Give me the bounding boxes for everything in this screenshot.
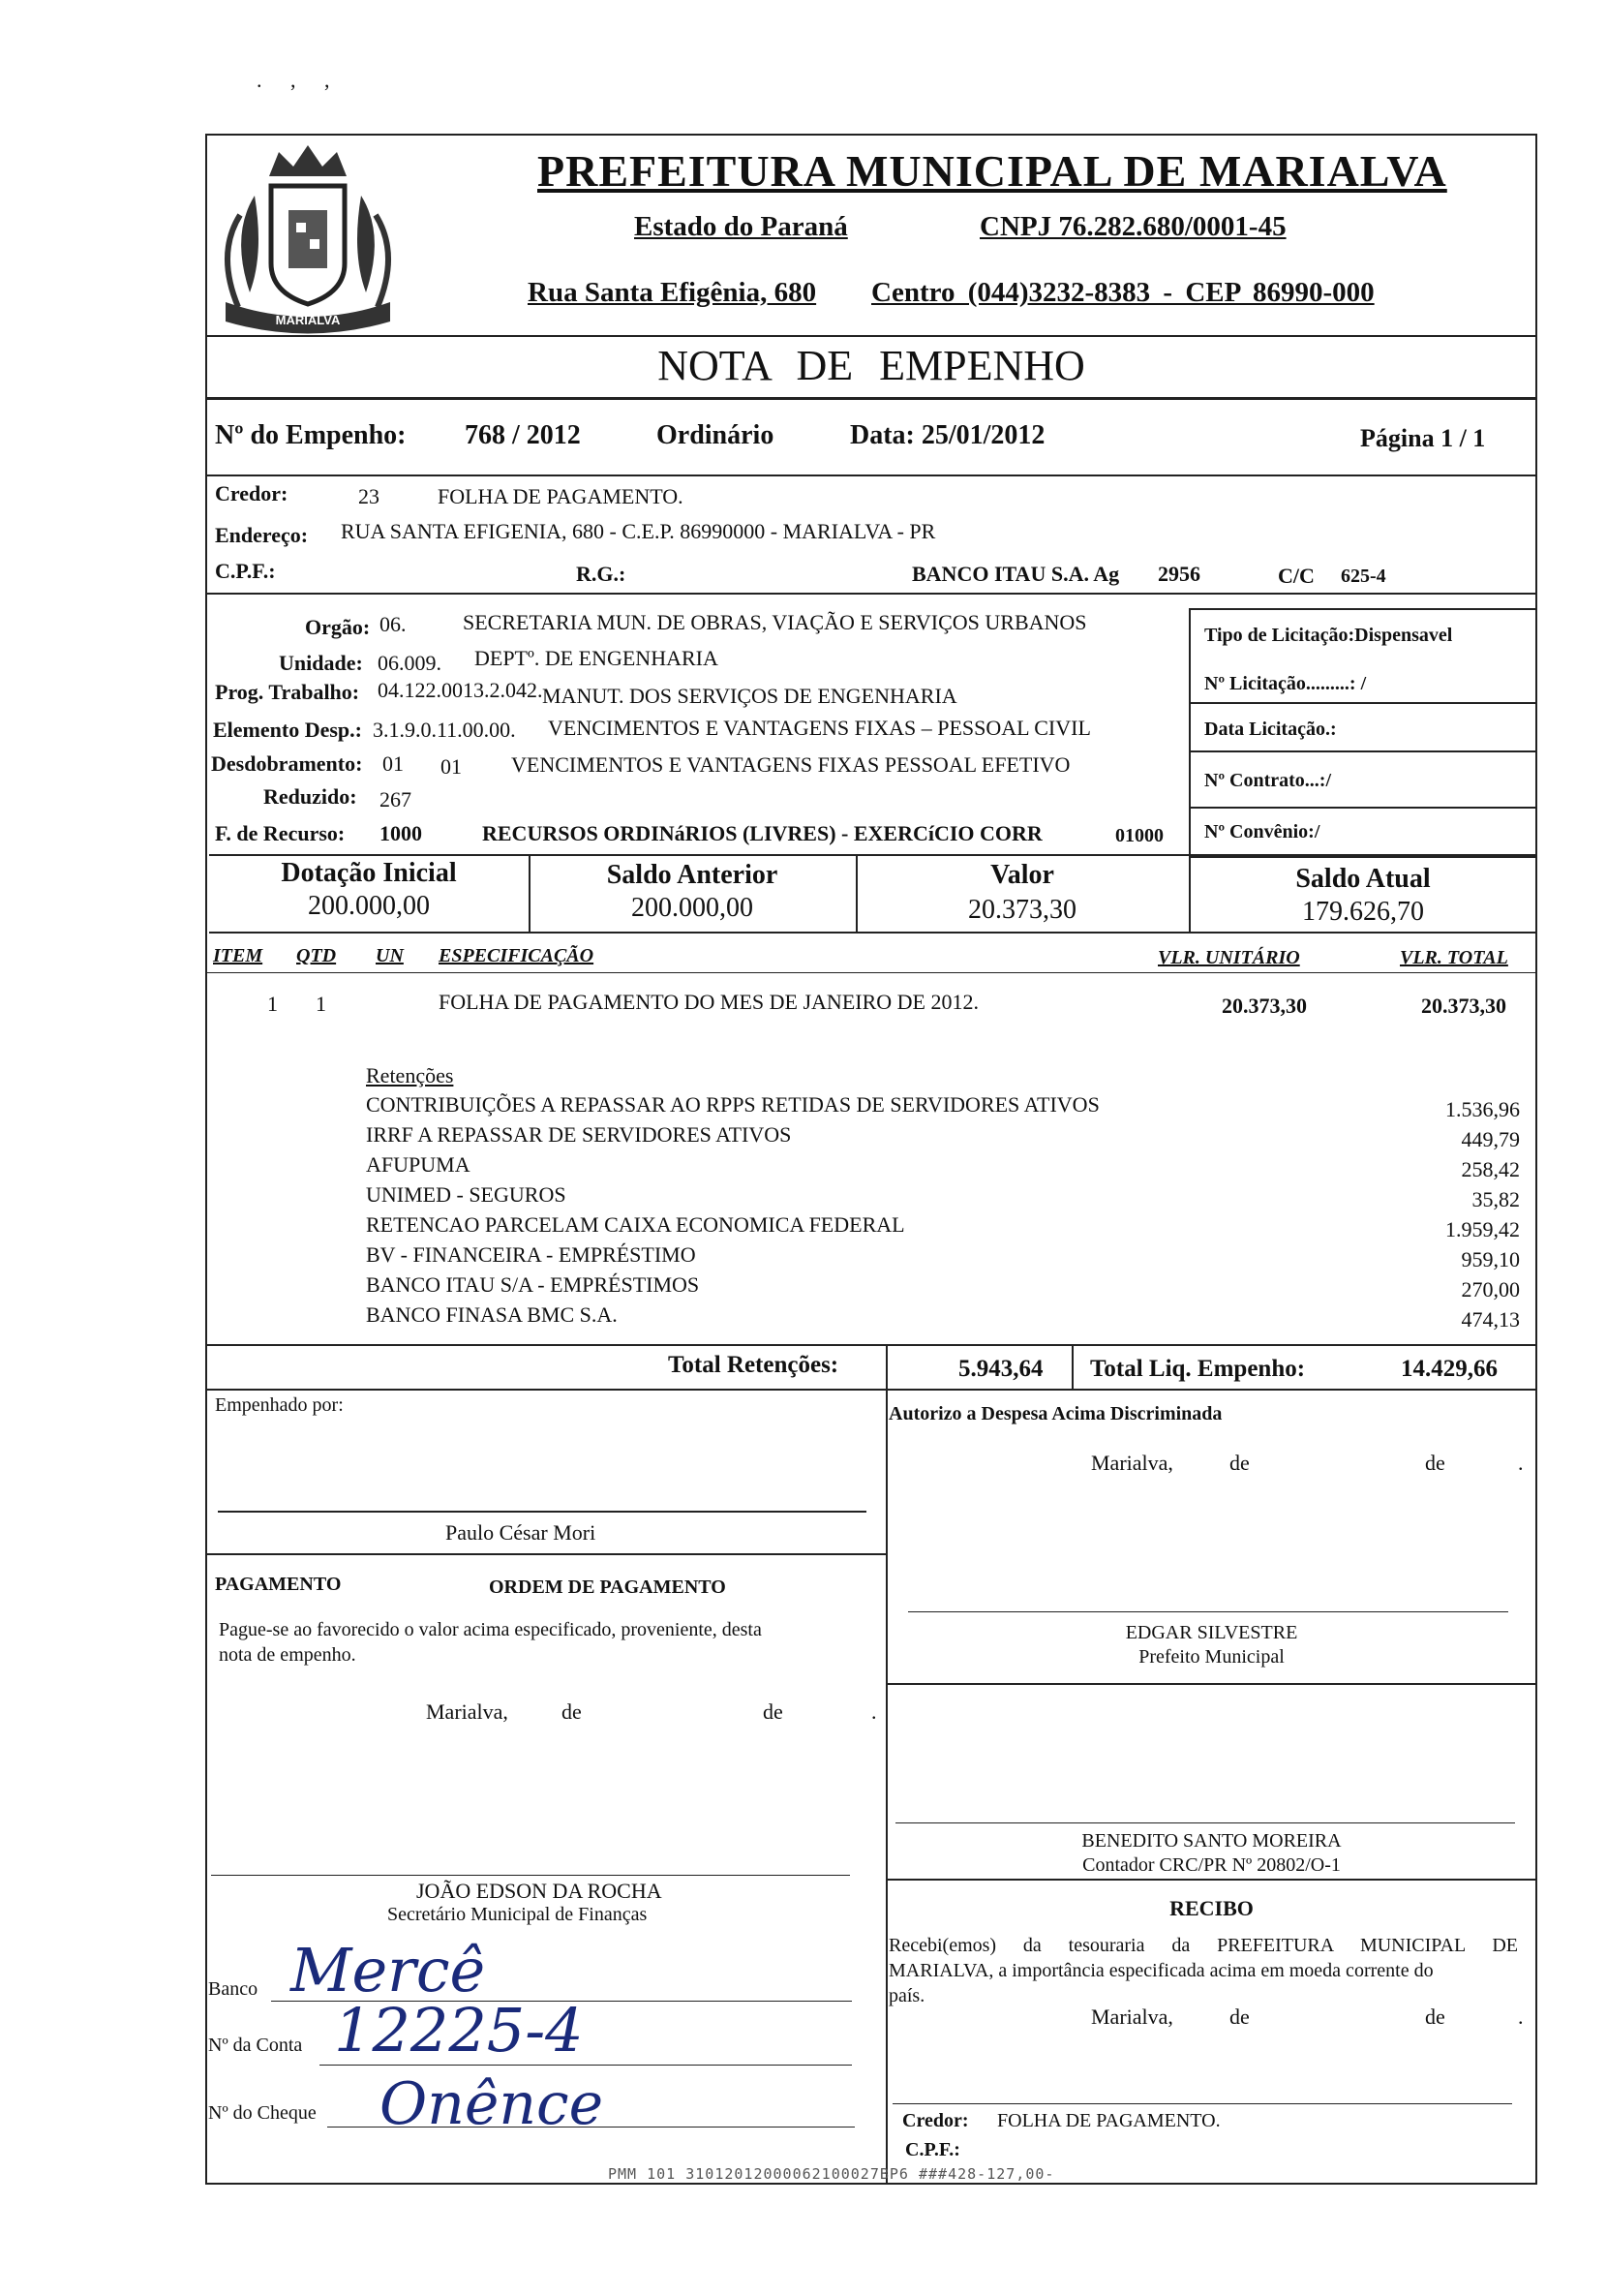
reduzido-value: 267 [379,787,411,811]
state-label: Estado do Paraná [634,211,848,242]
empenhado-por-label: Empenhado por: [215,1394,344,1416]
place-label: Marialva, [1091,2005,1173,2029]
retencao-desc: CONTRIBUIÇÕES A REPASSAR AO RPPS RETIDAS DE SERVIDORES ATIVOS [366,1092,1100,1117]
data-licitacao: Data Licitação.: [1204,719,1337,740]
divider [886,1344,888,1389]
divider [205,1553,886,1555]
orgao-name: SECRETARIA MUN. DE OBRAS, VIAÇÃO E SERVIÇOS URBANOS [463,610,1087,634]
cc-label: C/C [1278,564,1315,588]
banco-handwritten: Mercê [290,1935,486,2005]
recurso-code: 1000 [379,821,422,845]
n-licitacao: Nº Licitação.........: / [1204,673,1367,694]
divider [1072,1344,1074,1389]
retencao-desc: BV - FINANCEIRA - EMPRÉSTIMO [366,1242,696,1267]
desdobramento-a: 01 [382,751,404,776]
date-de-2: de [1425,2005,1445,2029]
cheque-line [327,2127,855,2128]
date-de-1: de [561,1699,582,1724]
agency-value: 2956 [1158,562,1200,586]
elemento-code: 3.1.9.0.11.00.00. [373,718,516,742]
retencao-desc: AFUPUMA [366,1152,470,1177]
retencoes-title: Retenções [366,1063,454,1087]
item-unit: 20.373,30 [1222,994,1307,1018]
municipal-seal-icon [211,138,405,341]
retencao-value: 1.536,96 [1445,1097,1520,1121]
saldo-atual-value: 179.626,70 [1302,897,1424,927]
valor-label: Valor [990,860,1054,890]
valor-value: 20.373,30 [968,895,1076,925]
cpf-label: C.P.F.: [215,559,276,583]
date-de-1: de [1229,2005,1250,2029]
cheque-label: Nº do Cheque [208,2102,317,2124]
item-number: 1 [267,992,278,1016]
accountant-role: Contador CRC/PR Nº 20802/O-1 [1082,1854,1341,1876]
divider [886,1879,1537,1881]
place-label: Marialva, [426,1699,508,1724]
pague-text-1: Pague-se ao favorecido o valor acima especificado, proveniente, desta [219,1619,762,1640]
place-label: Marialva, [1091,1451,1173,1475]
col-qtd: QTD [296,945,337,966]
n-convenio: Nº Convênio:/ [1204,821,1320,842]
endereco-value: RUA SANTA EFIGENIA, 680 - C.E.P. 86990000 - MARIALVA - PR [341,519,936,543]
orgao-label: Orgão: [305,615,371,639]
col-un: UN [376,945,404,966]
retencao-value: 35,82 [1471,1187,1520,1211]
retencao-desc: UNIMED - SEGUROS [366,1182,566,1207]
recibo-cpf-label: C.P.F.: [905,2139,960,2160]
divider [205,335,1537,337]
empenho-date: Data: 25/01/2012 [850,420,1046,450]
mayor-role: Prefeito Municipal [1138,1646,1285,1668]
divider [205,1344,1537,1346]
retencao-desc: BANCO FINASA BMC S.A. [366,1302,618,1327]
signature-line [908,1611,1508,1612]
mayor-name: EDGAR SILVESTRE [1125,1622,1298,1643]
conta-label: Nº da Conta [208,2035,303,2056]
recibo-credor-label: Credor: [902,2110,969,2131]
recibo-text-1: Recebi(emos) da tesouraria da PREFEITURA MUNICIPAL DE [889,1935,1518,1956]
elemento-label: Elemento Desp.: [213,718,362,742]
signature-line [211,1875,850,1876]
page-title: PREFEITURA MUNICIPAL DE MARIALVA [537,146,1447,196]
saldo-atual-label: Saldo Atual [1295,864,1431,894]
bank-label: BANCO ITAU S.A. Ag [912,562,1120,586]
recibo-credor-name: FOLHA DE PAGAMENTO. [997,2110,1221,2131]
divider [886,1683,1537,1685]
divider [1189,750,1537,752]
conta-handwritten: 12225-4 [334,1995,584,2066]
pagamento-label: PAGAMENTO [215,1574,342,1595]
saldo-anterior-value: 200.000,00 [631,893,753,923]
n-contrato: Nº Contrato...:/ [1204,770,1332,791]
credor-label: Credor: [215,481,288,505]
signature-line [893,2103,1512,2104]
pague-text-2: nota de empenho. [219,1644,356,1666]
retencao-desc: BANCO ITAU S/A - EMPRÉSTIMOS [366,1272,700,1297]
cc-value: 625-4 [1341,566,1386,587]
cnpj-label: CNPJ 76.282.680/0001-45 [980,211,1287,242]
secretary-name: JOÃO EDSON DA ROCHA [416,1879,662,1903]
divider [1189,807,1537,809]
date-de-2: de [763,1699,783,1724]
date-dot: . [1518,2005,1524,2029]
reduzido-label: Reduzido: [263,784,357,809]
unidade-code: 06.009. [378,651,441,675]
dotacao-label: Dotação Inicial [281,858,457,888]
recurso-num: 01000 [1115,825,1164,846]
recurso-label: F. de Recurso: [215,821,346,845]
col-spec: ESPECIFICAÇÃO [439,945,594,966]
col-item: ITEM [213,945,263,966]
signer-name: Paulo César Mori [445,1520,596,1545]
divider [886,1389,888,2185]
prog-label: Prog. Trabalho: [215,680,360,704]
cheque-handwritten: Onênce [379,2070,604,2138]
empenho-number: 768 / 2012 [465,420,581,450]
ordem-label: ORDEM DE PAGAMENTO [489,1577,726,1598]
divider [205,397,1537,400]
item-spec: FOLHA DE PAGAMENTO DO MES DE JANEIRO DE 2012. [439,990,979,1014]
recibo-text-2: MARIALVA, a importância especificada acima em moeda corrente do [889,1960,1434,1981]
recibo-title: RECIBO [1169,1896,1254,1920]
doc-title: NOTA DE EMPENHO [657,342,1085,389]
retencao-value: 474,13 [1461,1307,1520,1332]
signature-line [218,1511,866,1513]
total-retencoes-value: 5.943,64 [958,1356,1044,1382]
col-vlr-total: VLR. TOTAL [1400,947,1508,968]
saldo-anterior-label: Saldo Anterior [606,860,778,890]
col-vlr-unit: VLR. UNITÁRIO [1158,947,1300,968]
retencao-value: 449,79 [1461,1127,1520,1151]
retencao-desc: IRRF A REPASSAR DE SERVIDORES ATIVOS [366,1122,792,1147]
accountant-name: BENEDITO SANTO MOREIRA [1081,1830,1342,1852]
district-phone-label: Centro (044)3232-8383 - CEP 86990-000 [871,277,1375,308]
empenho-label: Nº do Empenho: [215,420,407,450]
divider [205,972,1537,973]
date-de-2: de [1425,1451,1445,1475]
recibo-text-3: país. [889,1985,925,2006]
item-total: 20.373,30 [1421,994,1506,1018]
seal-banner-text: MARIALVA [275,313,341,327]
total-liq-value: 14.429,66 [1401,1356,1498,1382]
machine-stamp: PMM 101 31012012000062100027BP6 ###428-127,00- [608,2165,1055,2183]
divider [205,475,1537,476]
secretary-role: Secretário Municipal de Finanças [387,1904,648,1925]
tipo-licitacao: Tipo de Licitação:Dispensavel [1204,625,1453,646]
divider [205,593,1537,595]
desdobramento-label: Desdobramento: [211,751,363,776]
scan-marks: . , , [257,68,342,92]
rg-label: R.G.: [576,562,626,586]
address-label: Rua Santa Efigênia, 680 [528,277,817,308]
credor-code: 23 [358,484,379,508]
signature-line [895,1822,1515,1823]
total-retencoes-label: Total Retenções: [668,1352,839,1378]
item-qtd: 1 [316,992,326,1016]
retencao-value: 258,42 [1461,1157,1520,1181]
dotacao-value: 200.000,00 [308,891,430,921]
date-de-1: de [1229,1451,1250,1475]
empenho-type: Ordinário [656,420,774,450]
desdobramento-name: VENCIMENTOS E VANTAGENS FIXAS PESSOAL EFETIVO [511,752,1071,777]
unidade-label: Unidade: [279,651,363,675]
autorizo-label: Autorizo a Despesa Acima Discriminada [889,1403,1223,1424]
conta-line [319,2065,852,2066]
retencao-value: 1.959,42 [1445,1217,1520,1241]
orgao-code: 06. [379,612,407,636]
divider [205,1389,1537,1391]
endereco-label: Endereço: [215,523,309,547]
unidade-name: DEPTº. DE ENGENHARIA [474,646,718,670]
retencao-value: 959,10 [1461,1247,1520,1271]
credor-name: FOLHA DE PAGAMENTO. [438,484,683,508]
date-dot: . [1518,1451,1524,1475]
desdobramento-b: 01 [440,754,462,779]
page-number: Página 1 / 1 [1360,424,1486,452]
banco-label: Banco [208,1978,258,2000]
prog-name: MANUT. DOS SERVIÇOS DE ENGENHARIA [542,684,957,708]
prog-code: 04.122.0013.2.042. [378,678,543,702]
retencao-desc: RETENCAO PARCELAM CAIXA ECONOMICA FEDERAL [366,1212,905,1237]
retencao-value: 270,00 [1461,1277,1520,1301]
total-liq-label: Total Liq. Empenho: [1090,1356,1306,1382]
date-dot: . [871,1699,877,1724]
recurso-name: RECURSOS ORDINáRIOS (LIVRES) - EXERCíCIO CORR [482,821,1043,845]
elemento-name: VENCIMENTOS E VANTAGENS FIXAS – PESSOAL CIVIL [548,716,1091,740]
divider [1189,702,1537,704]
